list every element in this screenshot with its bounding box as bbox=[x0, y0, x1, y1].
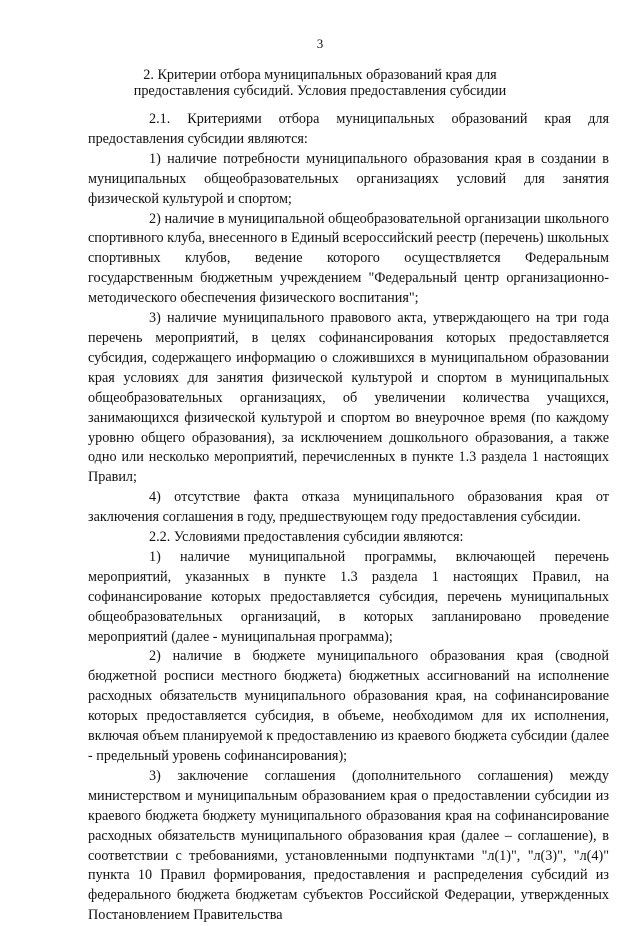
document-body bbox=[88, 110, 609, 926]
paragraph-2-2-intro: 2.2. Условиями предоставления субсидии являются: bbox=[149, 529, 464, 546]
page-number: 3 bbox=[316, 36, 324, 51]
section-title: 2. Критерии отбора муниципальных образований края для предоставления субсидий. Условия предоставления субсидии bbox=[133, 67, 507, 99]
paragraph-2-1-intro: 2.1. Критериями отбора муниципальных образований края для предоставления субсидии являются: bbox=[88, 111, 609, 147]
paragraph-criterion-3: 3) наличие муниципального правового акта, утверждающего на три года перечень мероприятий, в целях софинансирования которых предоставляется субсидия, содержащего информацию о сложившихся в муниципальном образовании края условиях для занятия физической культурой и спортом в муниципальных общеобразовательных организациях, об увеличении количества учащихся, занимающихся физической культурой и спортом во внеурочное время (по каждому уровню общего образования), за исключением дошкольного образования, а также одно или несколько мероприятий, перечисленных в пункте 1.3 раздела 1 настоящих Правил; bbox=[88, 310, 609, 486]
paragraph-criterion-4: 4) отсутствие факта отказа муниципального образования края от заключения соглашения в году, предшествующем году предоставления субсидии. bbox=[88, 489, 609, 526]
paragraph-condition-3: 3) заключение соглашения (дополнительного соглашения) между министерством и муниципальным образованием края о предоставлении субсидии из краевого бюджета бюджету муниципального образования края на софинансирование расходных обязательств муниципального образования края (далее – соглашение), в соответствии с требованиями, установленными подпунктами "л(1)", "л(3)", "л(4)" пункта 10 Правил формирования, предоставления и распределения субсидий из федерального бюджета бюджетам субъектов Российской Федерации, утвержденных Постановлением Правительства bbox=[88, 767, 609, 924]
paragraph-criterion-2: 2) наличие в муниципальной общеобразовательной организации школьного спортивного клуба, внесенного в Единый всероссийский реестр (перечень) школьных спортивных клубов, ведение которого осуществляется Федеральным государственным бюджетным учреждением "Федеральный центр организационно-методического обеспечения физического воспитания"; bbox=[88, 210, 609, 307]
paragraph-criterion-1: 1) наличие потребности муниципального образования края в создании в муниципальных общеобразовательных организациях условий для занятия физической культурой и спортом; bbox=[88, 150, 609, 207]
paragraph-condition-2: 2) наличие в бюджете муниципального образования края (сводной бюджетной росписи местного бюджета) бюджетных ассигнований на исполнение расходных обязательств муниципального образования края, на софинансирование которых предоставляется субсидия, в объеме, необходимом для их исполнения, включая объем планируемой к предоставлению из краевого бюджета субсидии (далее - предельный уровень софинансирования); bbox=[88, 648, 609, 764]
paragraph-condition-1: 1) наличие муниципальной программы, включающей перечень мероприятий, указанных в пункте 1.3 раздела 1 настоящих Правил, на софинансирование которых предоставляется субсидия, перечень муниципальных общеобразовательных организаций, в которых запланировано проведение мероприятий (далее - муниципальная программа); bbox=[88, 548, 609, 645]
